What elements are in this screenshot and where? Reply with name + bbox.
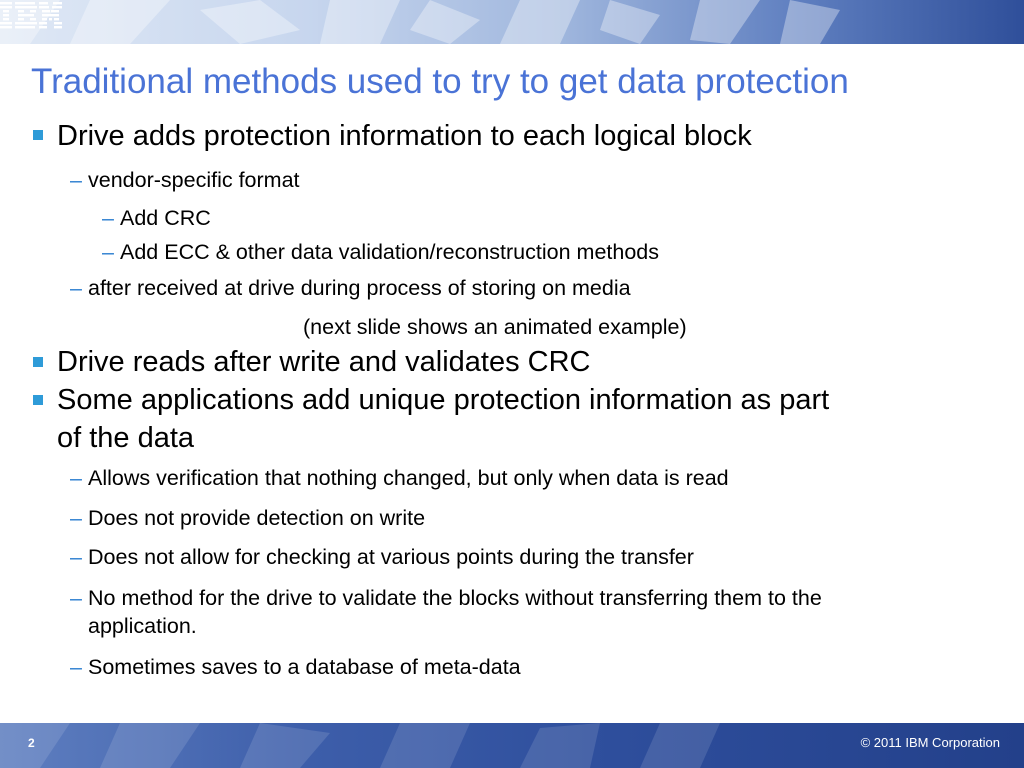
square-bullet-icon [33, 395, 43, 405]
bullet-level1: Some applications add unique protection information as part [57, 384, 830, 416]
square-bullet-icon [33, 357, 43, 367]
bullet-level2: Allows verification that nothing changed, but only when data is read [88, 466, 729, 490]
dash-bullet-icon: – [70, 586, 82, 610]
bullet-level3: Add CRC [120, 206, 211, 230]
footer-bar [0, 723, 1024, 768]
bullet-level2: Does not allow for checking at various points during the transfer [88, 545, 694, 569]
dash-bullet-icon: – [70, 545, 82, 569]
copyright-text: © 2011 IBM Corporation [860, 735, 1000, 750]
bullet-level3: Add ECC & other data validation/reconstruction methods [120, 240, 659, 264]
bullet-level2: Sometimes saves to a database of meta-data [88, 655, 521, 679]
bullet-level2-continuation: application. [88, 614, 197, 638]
dash-bullet-icon: – [70, 276, 82, 300]
dash-bullet-icon: – [102, 240, 114, 264]
bullet-level1-continuation: of the data [57, 422, 195, 454]
dash-bullet-icon: – [70, 466, 82, 490]
bullet-level1: Drive reads after write and validates CRC [57, 346, 591, 378]
bullet-level2: after received at drive during process of storing on media [88, 276, 631, 300]
dash-bullet-icon: – [70, 168, 82, 192]
note-text: (next slide shows an animated example) [303, 315, 687, 339]
bullet-level2: vendor-specific format [88, 168, 300, 192]
square-bullet-icon [33, 130, 43, 140]
dash-bullet-icon: – [70, 506, 82, 530]
page-number: 2 [28, 736, 35, 750]
dash-bullet-icon: – [102, 206, 114, 230]
bullet-level2: No method for the drive to validate the blocks without transferring them to the [88, 586, 822, 610]
dash-bullet-icon: – [70, 655, 82, 679]
slide-title: Traditional methods used to try to get data protection [31, 62, 849, 101]
bullet-level2: Does not provide detection on write [88, 506, 426, 530]
bullet-level1: Drive adds protection information to each logical block [57, 120, 752, 152]
